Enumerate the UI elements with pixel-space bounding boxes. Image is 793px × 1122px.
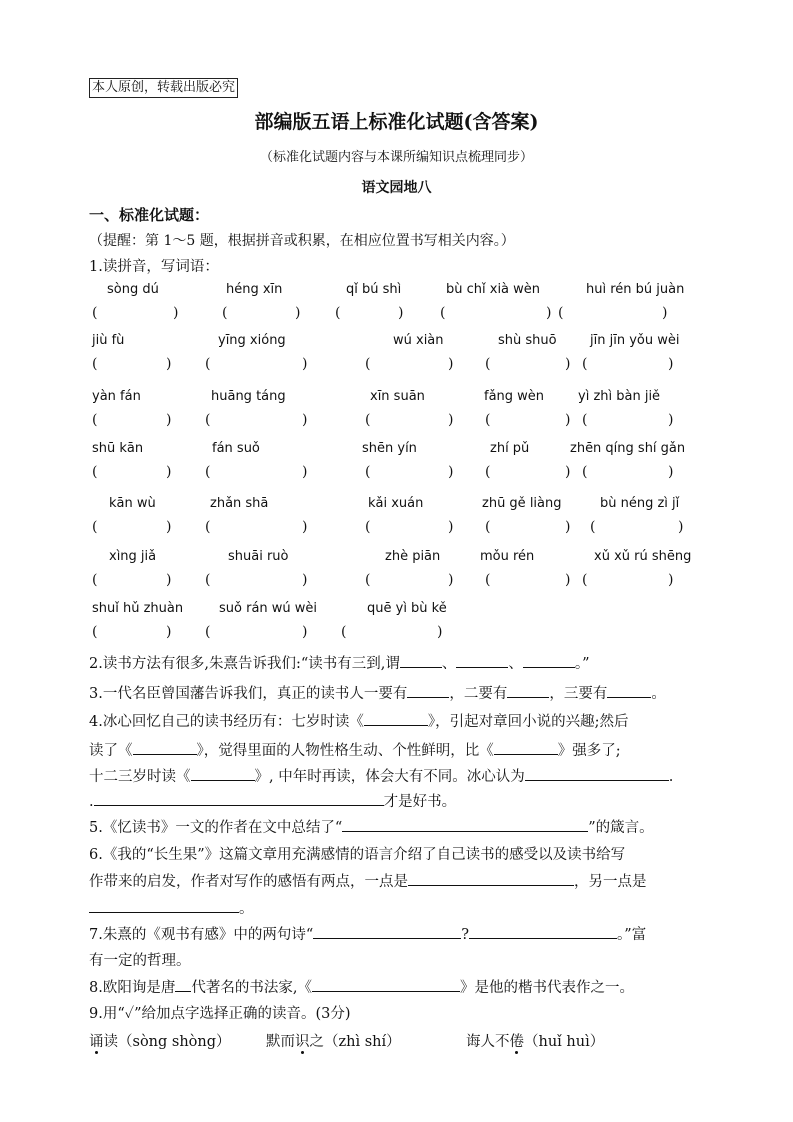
q6-text-c: ，另一点是	[574, 874, 647, 890]
separator: 、	[508, 656, 523, 672]
answer-blank[interactable]	[400, 653, 442, 668]
pinyin-word: bù néng zì jǐ	[600, 496, 680, 511]
answer-paren-open[interactable]: (	[365, 572, 371, 588]
pinyin-word: jiù fù	[92, 333, 125, 348]
answer-paren-open[interactable]: (	[440, 305, 446, 321]
answer-paren-close[interactable]: )	[565, 412, 571, 428]
answer-blank[interactable]	[312, 977, 460, 992]
answer-blank[interactable]	[408, 871, 574, 886]
answer-paren-open[interactable]: (	[205, 356, 211, 372]
q4-text-i: .	[89, 794, 94, 810]
pinyin-word: shū kān	[92, 441, 144, 456]
question-2	[89, 652, 590, 673]
pinyin-word: xǔ xǔ rú shēng	[594, 549, 692, 564]
q7-text-b: ?	[461, 927, 470, 943]
pinyin-word: huì rén bú juàn	[586, 282, 685, 297]
question-4-line-4	[89, 790, 456, 811]
answer-paren-open[interactable]: (	[582, 572, 588, 588]
question-9: 9.用“✓”给加点字选择正确的读音。(3分)	[89, 1006, 351, 1022]
answer-paren-close[interactable]: )	[668, 412, 674, 428]
pinyin-word: bù chǐ xià wèn	[446, 282, 541, 297]
q3-end: 。	[651, 686, 666, 702]
answer-paren-open[interactable]: (	[222, 305, 228, 321]
dotted-char: 诵	[89, 1034, 104, 1050]
pinyin-word: fǎng wèn	[484, 389, 545, 404]
question-8	[89, 976, 634, 997]
answer-blank[interactable]	[342, 817, 588, 832]
pinyin-word: zhè piān	[385, 549, 441, 564]
pinyin-word: héng xīn	[226, 282, 283, 297]
separator: 、	[441, 656, 457, 672]
q2-end: 。”	[574, 656, 590, 672]
q9-item-text: 之（zhì shí）	[309, 1034, 401, 1050]
question-5	[89, 816, 654, 837]
q1-label: 1.读拼音，写词语：	[89, 259, 219, 275]
answer-paren-open[interactable]: (	[365, 519, 371, 535]
q4-text-h: .	[668, 769, 674, 785]
pinyin-word: fán suǒ	[212, 441, 260, 456]
pinyin-word: yàn fán	[92, 389, 141, 404]
answer-paren-open[interactable]: (	[485, 356, 491, 372]
answer-blank[interactable]	[523, 653, 575, 668]
q4-text-e: 》强多了;	[557, 743, 621, 759]
answer-blank[interactable]	[456, 653, 508, 668]
answer-paren-close[interactable]: )	[448, 572, 454, 588]
question-7-line-2: 有一定的哲理。	[89, 953, 191, 969]
copyright-stamp: 本人原创，转载出版必究	[89, 78, 238, 98]
answer-paren-open[interactable]: (	[582, 356, 588, 372]
pinyin-word: wú xiàn	[393, 333, 444, 348]
pinyin-word: huāng táng	[211, 389, 286, 404]
q4-text-f: 十二三岁时读《	[89, 769, 191, 785]
q9-item-1[interactable]	[89, 1030, 231, 1051]
pinyin-word: qǐ bú shì	[346, 282, 402, 297]
answer-paren-open[interactable]: (	[335, 305, 341, 321]
answer-paren-close[interactable]: )	[166, 519, 172, 535]
answer-paren-close[interactable]: )	[166, 464, 172, 480]
answer-paren-close[interactable]: )	[166, 356, 172, 372]
answer-paren-close[interactable]: )	[302, 464, 308, 480]
answer-paren-open[interactable]: (	[205, 572, 211, 588]
q5-text: 5.《忆读书》一文的作者在文中总结了“	[89, 820, 343, 836]
pinyin-word: zhǎn shā	[210, 496, 269, 511]
pinyin-word: shuǐ hǔ zhuàn	[92, 601, 184, 616]
answer-blank[interactable]	[133, 740, 197, 755]
answer-paren-close[interactable]: )	[448, 464, 454, 480]
answer-paren-close[interactable]: )	[173, 305, 179, 321]
q3-text-b: ，二要有	[449, 686, 508, 702]
section-title: 语文园地八	[361, 180, 432, 196]
answer-paren-open[interactable]: (	[485, 519, 491, 535]
page-subtitle: （标准化试题内容与本课所编知识点梳理同步）	[259, 150, 533, 165]
q9-item-3[interactable]	[466, 1030, 604, 1051]
q7-text-a: 7.朱熹的《观书有感》中的两句诗“	[89, 927, 314, 943]
answer-paren-open[interactable]: (	[92, 412, 98, 428]
question-6-line-2	[89, 870, 647, 891]
answer-paren-close[interactable]: )	[662, 305, 668, 321]
answer-paren-close[interactable]: )	[295, 305, 301, 321]
pinyin-word: xìng jiǎ	[109, 549, 157, 564]
question-4-line-3	[89, 765, 673, 786]
q4-text-b: 》，引起对章回小说的兴趣;然后	[427, 714, 629, 730]
answer-paren-open[interactable]: (	[341, 624, 347, 640]
pinyin-word: shuāi ruò	[228, 549, 289, 564]
answer-paren-close[interactable]: )	[448, 412, 454, 428]
answer-paren-open[interactable]: (	[92, 356, 98, 372]
answer-paren-close[interactable]: )	[166, 572, 172, 588]
q5-end: ”的箴言。	[588, 820, 654, 836]
question-7-line-1	[89, 923, 646, 944]
answer-paren-close[interactable]: )	[302, 412, 308, 428]
q9-item-pre: 诲人不	[466, 1034, 510, 1050]
answer-paren-open[interactable]: (	[205, 412, 211, 428]
question-3	[89, 682, 666, 703]
answer-paren-open[interactable]: (	[365, 412, 371, 428]
pinyin-word: kān wù	[109, 496, 156, 511]
pinyin-word: kǎi xuán	[368, 496, 424, 511]
page-title: 部编版五语上标准化试题(含答案)	[254, 111, 539, 133]
q9-item-text: 读（sòng shòng）	[103, 1034, 231, 1050]
q4-text-g: 》, 中年时再读，体会大有不同。冰心认为	[254, 769, 525, 785]
answer-paren-close[interactable]: )	[565, 519, 571, 535]
answer-blank[interactable]	[94, 791, 384, 806]
q7-text-c: 。”富	[617, 927, 647, 943]
dotted-char: 倦	[509, 1034, 524, 1050]
question-6-line-3	[89, 897, 254, 918]
part-heading: 一、标准化试题：	[89, 206, 210, 224]
answer-paren-close[interactable]: )	[565, 572, 571, 588]
answer-paren-close[interactable]: )	[166, 624, 172, 640]
answer-paren-open[interactable]: (	[558, 305, 564, 321]
answer-paren-close[interactable]: )	[668, 572, 674, 588]
answer-paren-open[interactable]: (	[92, 572, 98, 588]
answer-paren-close[interactable]: )	[546, 305, 552, 321]
answer-paren-open[interactable]: (	[365, 464, 371, 480]
q4-text-a: 4.冰心回忆自己的读书经历有：七岁时读《	[89, 714, 364, 730]
question-4-line-2	[89, 739, 621, 760]
answer-paren-open[interactable]: (	[205, 519, 211, 535]
answer-blank[interactable]	[313, 924, 461, 939]
answer-paren-open[interactable]: (	[582, 412, 588, 428]
answer-paren-open[interactable]: (	[205, 464, 211, 480]
answer-paren-close[interactable]: )	[668, 464, 674, 480]
q8-text-b: 代著名的书法家,《	[191, 980, 312, 996]
q4-text-d: 》，觉得里面的人物性格生动、个性鲜明，比《	[196, 743, 494, 759]
answer-paren-open[interactable]: (	[582, 464, 588, 480]
q9-item-pre: 默而	[266, 1034, 295, 1050]
answer-paren-open[interactable]: (	[485, 412, 491, 428]
pinyin-word: shēn yín	[362, 441, 417, 456]
q3-text-c: ，三要有	[549, 686, 608, 702]
answer-blank[interactable]	[607, 683, 651, 698]
q8-text-c: 》是他的楷书代表作之一。	[459, 980, 634, 996]
answer-blank[interactable]	[507, 683, 549, 698]
q9-item-2[interactable]	[266, 1030, 401, 1051]
answer-paren-close[interactable]: )	[668, 356, 674, 372]
pinyin-word: quē yì bù kě	[367, 601, 447, 616]
answer-paren-close[interactable]: )	[166, 412, 172, 428]
answer-blank[interactable]	[407, 683, 449, 698]
question-6-line-1: 6.《我的“长生果”》这篇文章用充满感情的语言介绍了自己读书的感受以及读书给写	[89, 847, 626, 863]
q9-item-text: （huǐ huì）	[524, 1034, 605, 1050]
answer-paren-open[interactable]: (	[590, 519, 596, 535]
answer-paren-close[interactable]: )	[448, 519, 454, 535]
answer-paren-open[interactable]: (	[92, 624, 98, 640]
q3-text: 3.一代名臣曾国藩告诉我们，真正的读书人一要有	[89, 686, 408, 702]
answer-paren-close[interactable]: )	[302, 624, 308, 640]
answer-paren-close[interactable]: )	[302, 572, 308, 588]
answer-paren-close[interactable]: )	[678, 519, 684, 535]
answer-blank[interactable]	[525, 766, 669, 781]
answer-blank[interactable]	[89, 898, 239, 913]
answer-paren-open[interactable]: (	[92, 305, 98, 321]
pinyin-word: zhí pǔ	[490, 441, 530, 456]
answer-blank[interactable]	[494, 740, 558, 755]
pinyin-word: yīng xióng	[218, 333, 286, 348]
q4-text-c: 读了《	[89, 743, 133, 759]
q2-text: 2.读书方法有很多,朱熹告诉我们:“读书有三到,谓	[89, 656, 400, 672]
answer-paren-open[interactable]: (	[205, 624, 211, 640]
q8-text-a: 8.欧阳询是唐	[89, 980, 176, 996]
pinyin-word: jīn jīn yǒu wèi	[590, 333, 680, 348]
pinyin-word: xīn suān	[370, 389, 425, 404]
pinyin-word: sòng dú	[107, 282, 159, 297]
answer-paren-open[interactable]: (	[485, 464, 491, 480]
q6-end: 。	[239, 901, 254, 917]
answer-paren-close[interactable]: )	[398, 305, 404, 321]
answer-paren-close[interactable]: )	[565, 464, 571, 480]
pinyin-word: suǒ rán wú wèi	[219, 601, 318, 616]
pinyin-word: shù shuō	[498, 333, 557, 348]
answer-paren-close[interactable]: )	[437, 624, 443, 640]
answer-paren-close[interactable]: )	[302, 356, 308, 372]
answer-paren-close[interactable]: )	[448, 356, 454, 372]
question-4-line-1	[89, 710, 628, 731]
pinyin-word: yì zhì bàn jiě	[578, 389, 661, 404]
answer-paren-open[interactable]: (	[485, 572, 491, 588]
q4-text-j: 才是好书。	[383, 794, 457, 810]
answer-paren-open[interactable]: (	[365, 356, 371, 372]
dotted-char: 识	[295, 1034, 310, 1050]
answer-paren-close[interactable]: )	[565, 356, 571, 372]
pinyin-word: zhū gě liàng	[482, 496, 562, 511]
answer-blank[interactable]	[469, 924, 617, 939]
answer-paren-open[interactable]: (	[92, 464, 98, 480]
hint-text: （提醒：第 1～5 题，根据拼音或积累，在相应位置书写相关内容。）	[89, 233, 515, 249]
answer-blank[interactable]	[191, 766, 255, 781]
answer-paren-open[interactable]: (	[92, 519, 98, 535]
pinyin-word: zhēn qíng shí gǎn	[570, 441, 686, 456]
answer-paren-close[interactable]: )	[302, 519, 308, 535]
answer-blank[interactable]	[175, 977, 191, 992]
pinyin-word: mǒu rén	[480, 549, 535, 564]
q6-text-b: 作带来的启发，作者对写作的感悟有两点，一点是	[89, 874, 408, 890]
answer-blank[interactable]	[364, 711, 428, 726]
